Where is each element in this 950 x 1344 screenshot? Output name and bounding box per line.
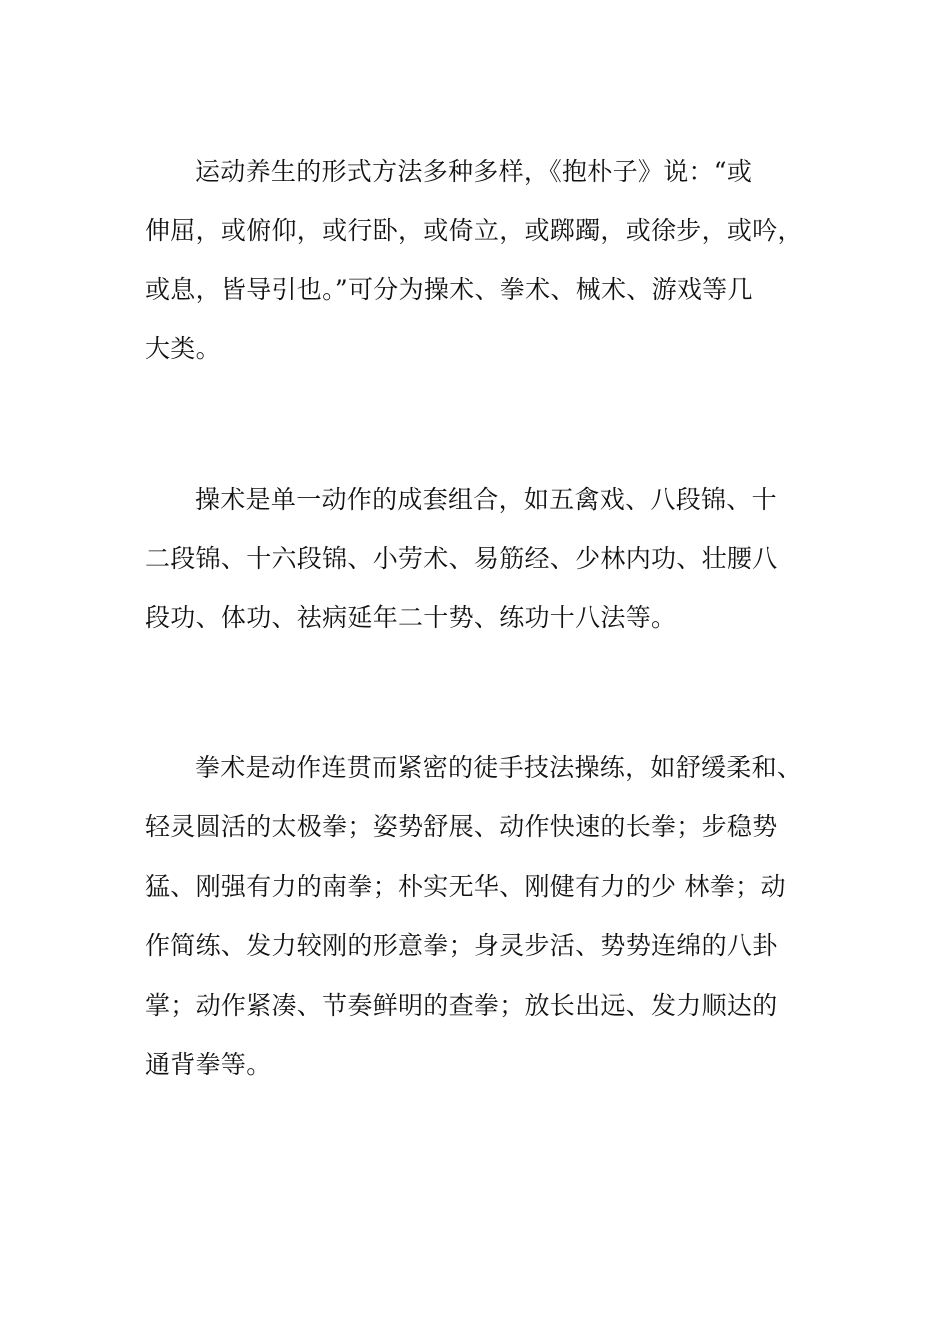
text-line: 二段锦、十六段锦、小劳术、易筋经、少林内功、壮腰八: [145, 544, 778, 573]
text-line: 伸屈，或俯仰，或行卧，或倚立，或踯躅，或徐步，或吟，: [145, 216, 803, 245]
text-line: 段功、体功、祛病延年二十势、练功十八法等。: [145, 603, 677, 632]
text-line: 拳术是动作连贯而紧密的徒手技法操练，如舒缓柔和、: [195, 753, 803, 782]
text-line: 运动养生的形式方法多种多样，《抱朴子》说：“或: [195, 157, 753, 186]
text-line: 轻灵圆活的太极拳；姿势舒展、动作快速的长拳；步稳势: [145, 812, 778, 841]
text-line: 操术是单一动作的成套组合，如五禽戏、八段锦、十: [195, 485, 777, 514]
text-line: 大类。: [145, 334, 221, 363]
text-line: 或息，皆导引也。”可分为操术、拳术、械术、游戏等几: [145, 275, 753, 304]
text-line: 作简练、发力较刚的形意拳；身灵步活、势势连绵的八卦: [145, 931, 778, 960]
text-line: 掌；动作紧凑、节奏鲜明的查拳；放长出远、发力顺达的: [145, 991, 778, 1020]
text-line: 猛、刚强有力的南拳；朴实无华、刚健有力的少 林拳；动: [145, 872, 786, 901]
text-line: 通背拳等。: [145, 1050, 272, 1079]
